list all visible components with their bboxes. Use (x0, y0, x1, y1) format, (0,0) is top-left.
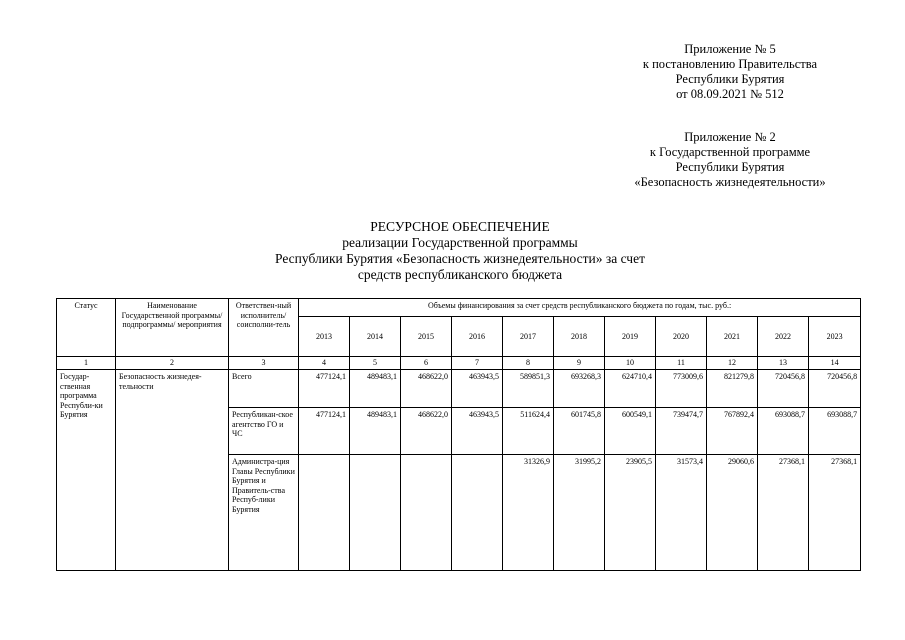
column-number-7: 7 (452, 357, 503, 370)
header-name: Наименование Государственной программы/ подпрограммы/ мероприятия (116, 299, 229, 357)
funding-value-cell (350, 455, 401, 571)
appendix-5-line-1: Приложение № 5 (684, 42, 776, 56)
appendix-5-line-3: Республики Бурятия (675, 72, 785, 86)
funding-value-cell: 23905,5 (605, 455, 656, 571)
year-header-2022: 2022 (758, 317, 809, 357)
funding-value-cell: 468622,0 (401, 408, 452, 455)
executor-cell: Республикан-ское агентство ГО и ЧС (229, 408, 299, 455)
funding-value-cell: 31995,2 (554, 455, 605, 571)
funding-value-cell: 463943,5 (452, 408, 503, 455)
appendix-2-line-2: к Государственной программе (649, 145, 811, 159)
column-number-3: 3 (229, 357, 299, 370)
header-status: Статус (57, 299, 116, 357)
funding-value-cell: 489483,1 (350, 408, 401, 455)
header-funding: Объемы финансирования за счет средств республиканского бюджета по годам, тыс. руб.: (299, 299, 861, 317)
resource-table (56, 298, 861, 571)
executor-cell: Администра-ция Главы Республики Бурятия и Правитель-ства Респуб-лики Бурятия (229, 455, 299, 571)
funding-value-cell: 600549,1 (605, 408, 656, 455)
funding-value-cell (299, 455, 350, 571)
year-header-2014: 2014 (350, 317, 401, 357)
column-number-12: 12 (707, 357, 758, 370)
funding-value-cell: 589851,3 (503, 370, 554, 408)
appendix-2-line-1: Приложение № 2 (684, 130, 776, 144)
year-header-2023: 2023 (809, 317, 861, 357)
year-header-2019: 2019 (605, 317, 656, 357)
column-number-2: 2 (116, 357, 229, 370)
funding-value-cell: 601745,8 (554, 408, 605, 455)
funding-value-cell: 477124,1 (299, 370, 350, 408)
column-number-10: 10 (605, 357, 656, 370)
funding-value-cell: 29060,6 (707, 455, 758, 571)
funding-value-cell (452, 455, 503, 571)
column-number-5: 5 (350, 357, 401, 370)
funding-value-cell: 27368,1 (809, 455, 861, 571)
appendix-5-header (590, 42, 870, 102)
funding-value-cell: 624710,4 (605, 370, 656, 408)
funding-value-cell: 489483,1 (350, 370, 401, 408)
column-number-13: 13 (758, 357, 809, 370)
year-header-2017: 2017 (503, 317, 554, 357)
document-title (200, 219, 720, 283)
funding-value-cell: 720456,8 (758, 370, 809, 408)
column-number-14: 14 (809, 357, 861, 370)
program-name-cell: Безопасность жизнедея-тельности (116, 370, 229, 571)
title-line-3: Республики Бурятия «Безопасность жизнедеятельности» за счет (275, 251, 645, 266)
column-number-row (57, 357, 861, 370)
funding-value-cell: 468622,0 (401, 370, 452, 408)
funding-value-cell: 477124,1 (299, 408, 350, 455)
column-number-8: 8 (503, 357, 554, 370)
column-number-9: 9 (554, 357, 605, 370)
funding-value-cell: 739474,7 (656, 408, 707, 455)
funding-value-cell: 767892,4 (707, 408, 758, 455)
funding-value-cell: 821279,8 (707, 370, 758, 408)
appendix-2-line-3: Республики Бурятия (675, 160, 785, 174)
title-line-4: средств республиканского бюджета (357, 267, 563, 282)
column-number-11: 11 (656, 357, 707, 370)
funding-value-cell: 693268,3 (554, 370, 605, 408)
column-number-4: 4 (299, 357, 350, 370)
table-row (57, 370, 861, 408)
funding-value-cell: 511624,4 (503, 408, 554, 455)
year-header-2016: 2016 (452, 317, 503, 357)
funding-value-cell (401, 455, 452, 571)
year-header-2018: 2018 (554, 317, 605, 357)
executor-cell: Всего (229, 370, 299, 408)
appendix-2-header (590, 130, 870, 190)
funding-value-cell: 27368,1 (758, 455, 809, 571)
funding-value-cell: 463943,5 (452, 370, 503, 408)
status-cell: Государ-ственная программа Республи-ки Бурятия (57, 370, 116, 571)
appendix-5-line-4: от 08.09.2021 № 512 (676, 87, 784, 101)
year-header-2015: 2015 (401, 317, 452, 357)
year-header-2020: 2020 (656, 317, 707, 357)
column-number-1: 1 (57, 357, 116, 370)
funding-value-cell: 693088,7 (809, 408, 861, 455)
funding-value-cell: 31573,4 (656, 455, 707, 571)
appendix-2-line-4: «Безопасность жизнедеятельности» (634, 175, 826, 189)
title-line-1: РЕСУРСНОЕ ОБЕСПЕЧЕНИЕ (370, 219, 550, 234)
header-executor: Ответствен-ный исполнитель/ соисполни-тель (229, 299, 299, 357)
column-number-6: 6 (401, 357, 452, 370)
year-header-2021: 2021 (707, 317, 758, 357)
funding-value-cell: 773009,6 (656, 370, 707, 408)
funding-value-cell: 720456,8 (809, 370, 861, 408)
title-line-2: реализации Государственной программы (342, 235, 578, 250)
funding-value-cell: 31326,9 (503, 455, 554, 571)
year-header-2013: 2013 (299, 317, 350, 357)
appendix-5-line-2: к постановлению Правительства (642, 57, 818, 71)
funding-value-cell: 693088,7 (758, 408, 809, 455)
